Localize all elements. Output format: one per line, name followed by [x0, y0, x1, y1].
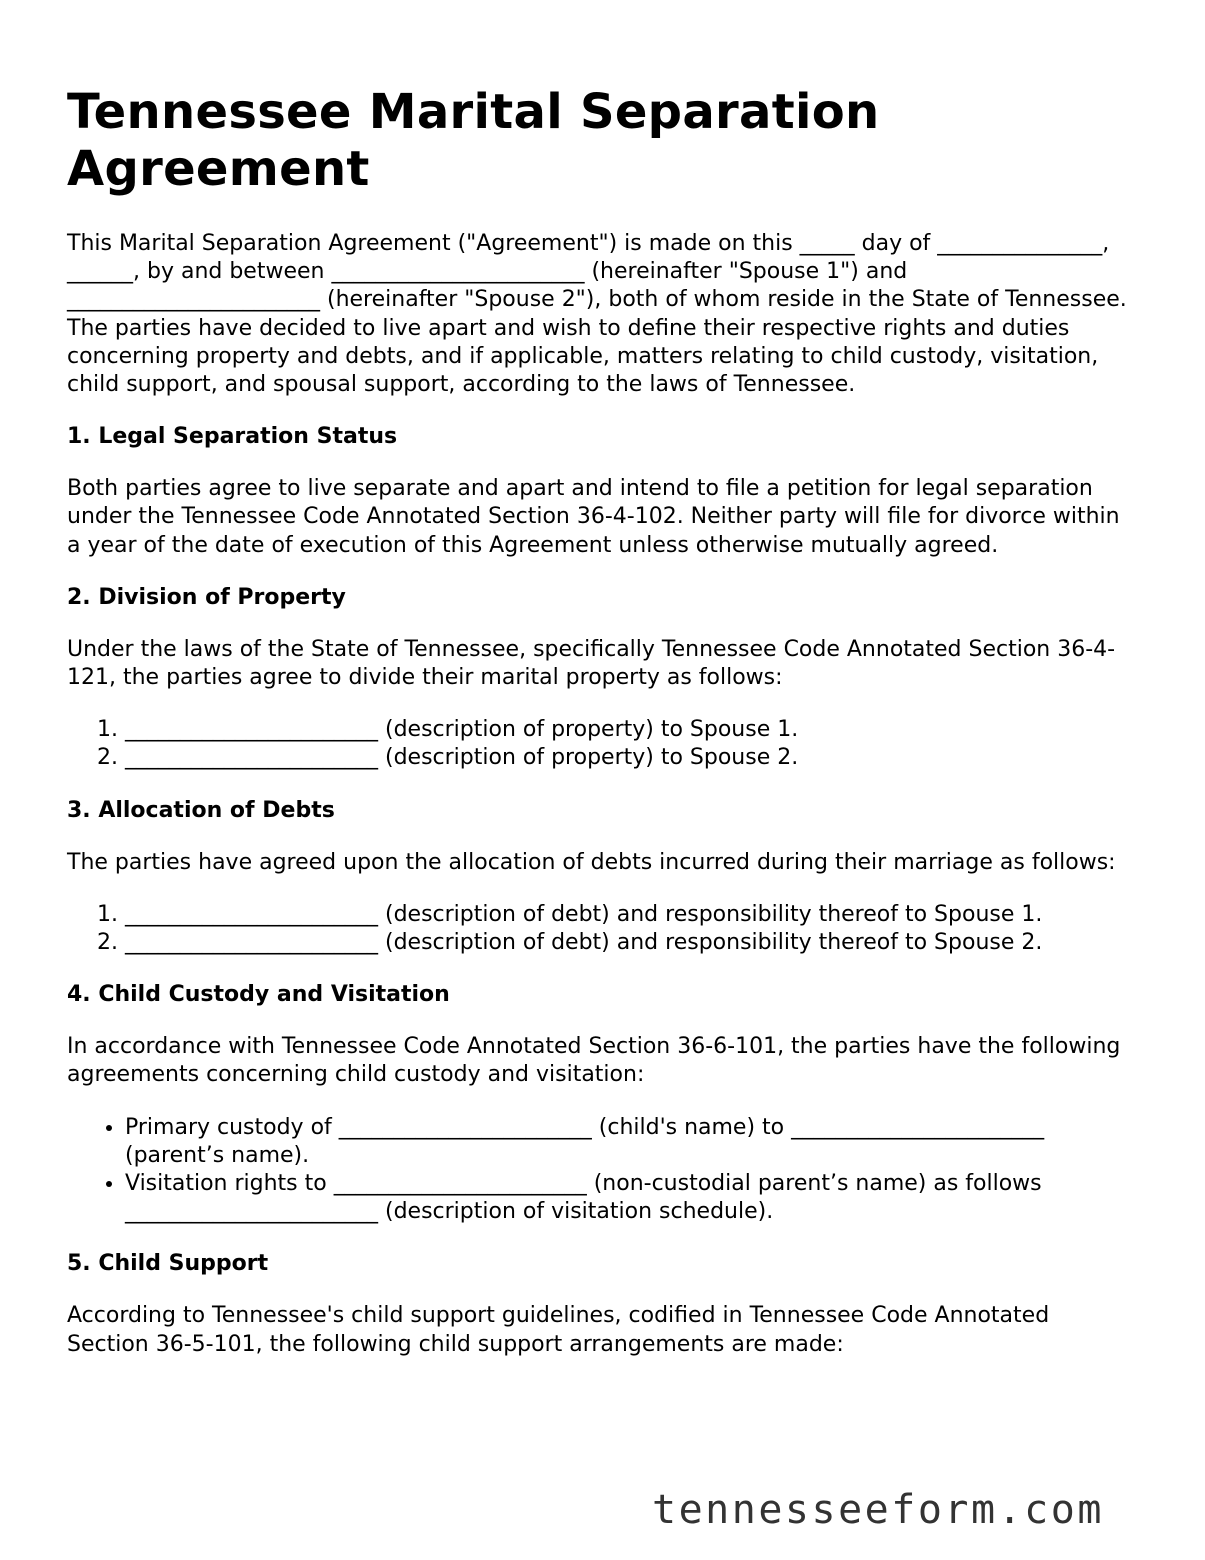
- watermark-text: tennesseeform.com: [652, 1487, 1104, 1533]
- section-heading-division-of-property: 2. Division of Property: [67, 584, 346, 610]
- page-title: Tennessee Marital Separation Agreement: [67, 84, 880, 197]
- section-heading-child-support: 5. Child Support: [67, 1251, 269, 1277]
- list-item: 1. _______________________ (description of debt) and responsibility thereof to Spouse 1.: [125, 901, 1127, 929]
- debts-list: [67, 901, 1127, 957]
- list-item: 1. _______________________ (description of property) to Spouse 1.: [125, 716, 1127, 744]
- section-heading-legal-separation: 1. Legal Separation Status: [67, 424, 398, 450]
- list-item: • Visitation rights to _______________________ (non-custodial parent’s name) as follows _______________________ (description of visitation schedule).: [125, 1170, 1127, 1226]
- property-list: [67, 716, 1127, 772]
- custody-list: [67, 1114, 1127, 1227]
- section-text-child-support: According to Tennessee's child support guidelines, codified in Tennessee Code Annotated Section 36-5-101, the following child support arrangements are made:: [67, 1303, 1050, 1357]
- section-heading-child-custody: 4. Child Custody and Visitation: [67, 982, 450, 1008]
- section-text-legal-separation: Both parties agree to live separate and apart and intend to file a petition for legal separation under the Tennessee Code Annotated Section 36-4-102. Neither party will file for divorce within a year of the date of execution of this Agreement unless otherwise mutually agreed.: [67, 476, 1120, 558]
- section-text-child-custody: In accordance with Tennessee Code Annotated Section 36-6-101, the parties have the following agreements concerning child custody and visitation:: [67, 1034, 1121, 1088]
- intro-paragraph: This Marital Separation Agreement ("Agreement") is made on this _____ day of _______________, ______, by and between _______________________ (hereinafter "Spouse 1") and _______________________ (hereinafter "Spouse 2"), both of whom reside in the State of Tennessee. The parties have decided to live apart and wish to define their respective rights and duties concerning property and debts, and if applicable, matters relating to child custody, visitation, child support, and spousal support, according to the laws of Tennessee.: [67, 231, 1127, 398]
- section-heading-allocation-of-debts: 3. Allocation of Debts: [67, 797, 335, 823]
- list-item: 2. _______________________ (description of property) to Spouse 2.: [125, 744, 1127, 772]
- list-item: 2. _______________________ (description of debt) and responsibility thereof to Spouse 2.: [125, 929, 1127, 957]
- section-text-allocation-of-debts: The parties have agreed upon the allocation of debts incurred during their marriage as follows:: [67, 849, 1116, 875]
- list-item: • Primary custody of _______________________ (child's name) to _______________________ (parent’s name).: [125, 1114, 1127, 1170]
- section-text-division-of-property: Under the laws of the State of Tennessee, specifically Tennessee Code Annotated Section 36-4-121, the parties agree to divide their marital property as follows:: [67, 636, 1116, 691]
- document-page: [67, 84, 1127, 1383]
